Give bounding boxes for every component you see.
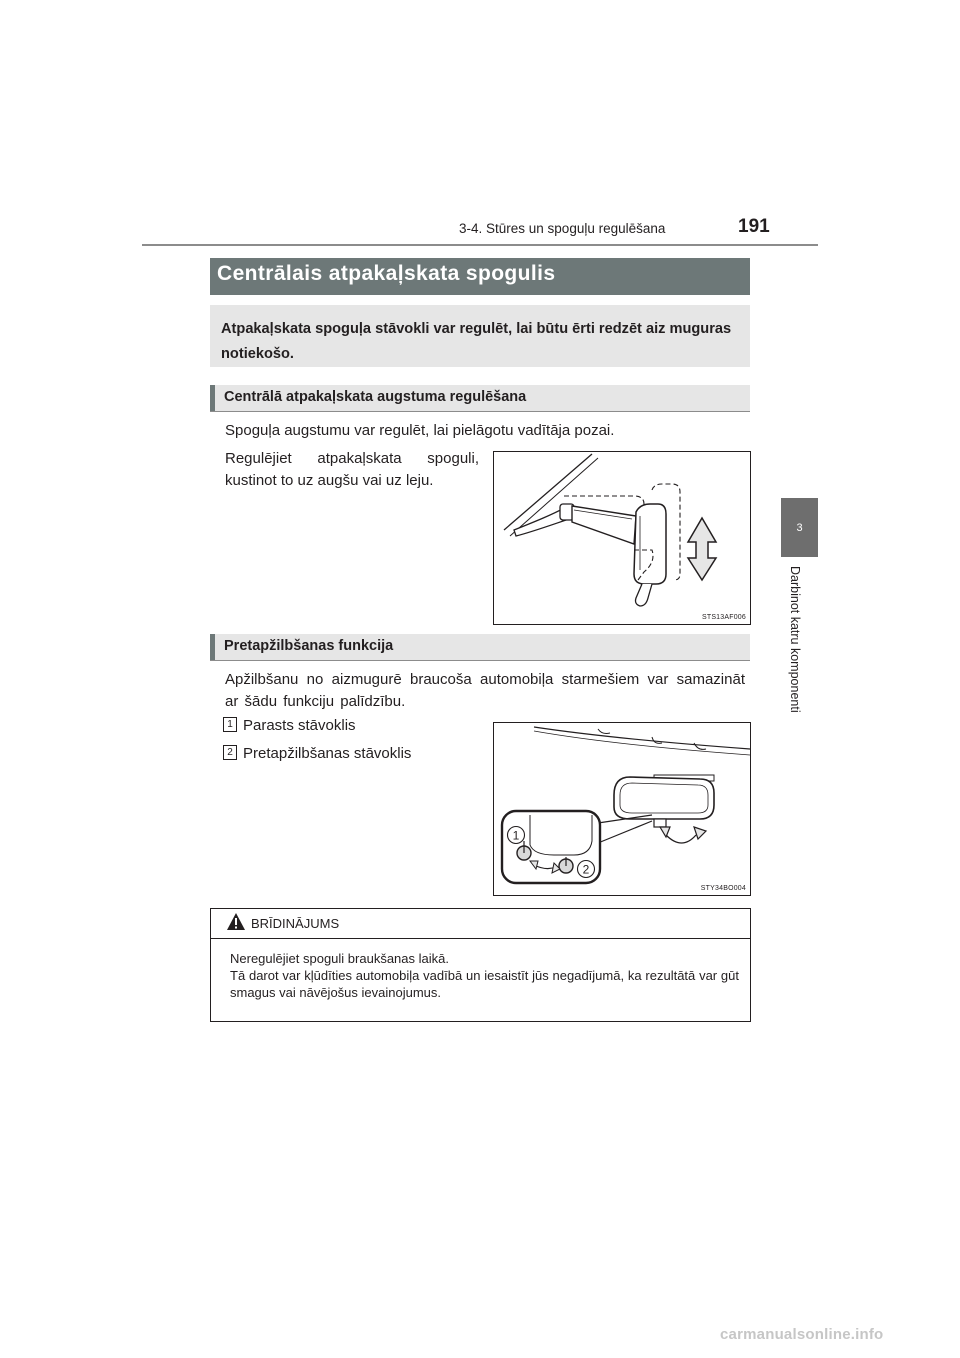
subheading-text: Centrālā atpakaļskata augstuma regulēšana: [224, 389, 527, 405]
warning-title: BRĪDINĀJUMS: [251, 916, 340, 931]
item-label-1: Parasts stāvoklis: [243, 717, 356, 734]
chapter-tab: [781, 498, 818, 557]
chapter-label-container: [766, 562, 826, 742]
watermark: carmanualsonline.info: [720, 1326, 884, 1343]
figure-code: STY34BO004: [700, 885, 746, 892]
page-number: 191: [738, 216, 770, 237]
antiglare-paragraph: Apžilbšanu no aizmugurē braucoša automobiļa starmešiem var samazināt ar šādu funkciju palīdzību.: [225, 671, 745, 710]
page-title: Centrālais atpakaļskata spogulis: [217, 262, 556, 285]
chapter-number: 3: [796, 521, 803, 534]
height-paragraph-2: Regulējiet atpakaļskata spoguli, kustinot to uz augšu vai uz leju.: [225, 450, 479, 489]
subheading-antiglare: [210, 634, 750, 661]
mirror-height-illustration: [494, 452, 750, 624]
item-label-2: Pretapžilbšanas stāvoklis: [243, 745, 412, 762]
warning-text: Neregulējiet spoguli braukšanas laikā. Tā darot var kļūdīties automobiļa vadībā un iesaistīt jūs negadījumā, ka rezultātā var gūt smagus vai nāvējošus ievainojumus.: [230, 951, 739, 1000]
header-rule: [142, 244, 818, 246]
antiglare-figure: [493, 722, 751, 896]
callout-2: 2: [582, 862, 590, 877]
height-paragraph-1: Spoguļa augstumu var regulēt, lai pielāgotu vadītāja pozai.: [225, 422, 615, 439]
mirror-height-figure: [493, 451, 751, 625]
chapter-label: Darbinot katru komponenti: [788, 566, 802, 713]
subheading-accent: [210, 634, 215, 660]
figure-code: STS13AF006: [701, 614, 746, 621]
item-number-2: 2: [223, 745, 237, 760]
warning-icon: [226, 912, 246, 932]
subheading-height: [210, 385, 750, 412]
section-title: 3-4. Stūres un spoguļu regulēšana: [459, 221, 666, 236]
callout-1: 1: [512, 828, 520, 843]
warning-divider: [210, 938, 750, 939]
intro-text: Atpakaļskata spoguļa stāvokli var regulēt, lai būtu ērti redzēt aiz muguras notiekošo.: [221, 321, 732, 362]
subheading-text: Pretapžilbšanas funkcija: [224, 638, 394, 654]
subheading-accent: [210, 385, 215, 411]
antiglare-illustration: [494, 723, 750, 895]
item-number-1: 1: [223, 717, 237, 732]
